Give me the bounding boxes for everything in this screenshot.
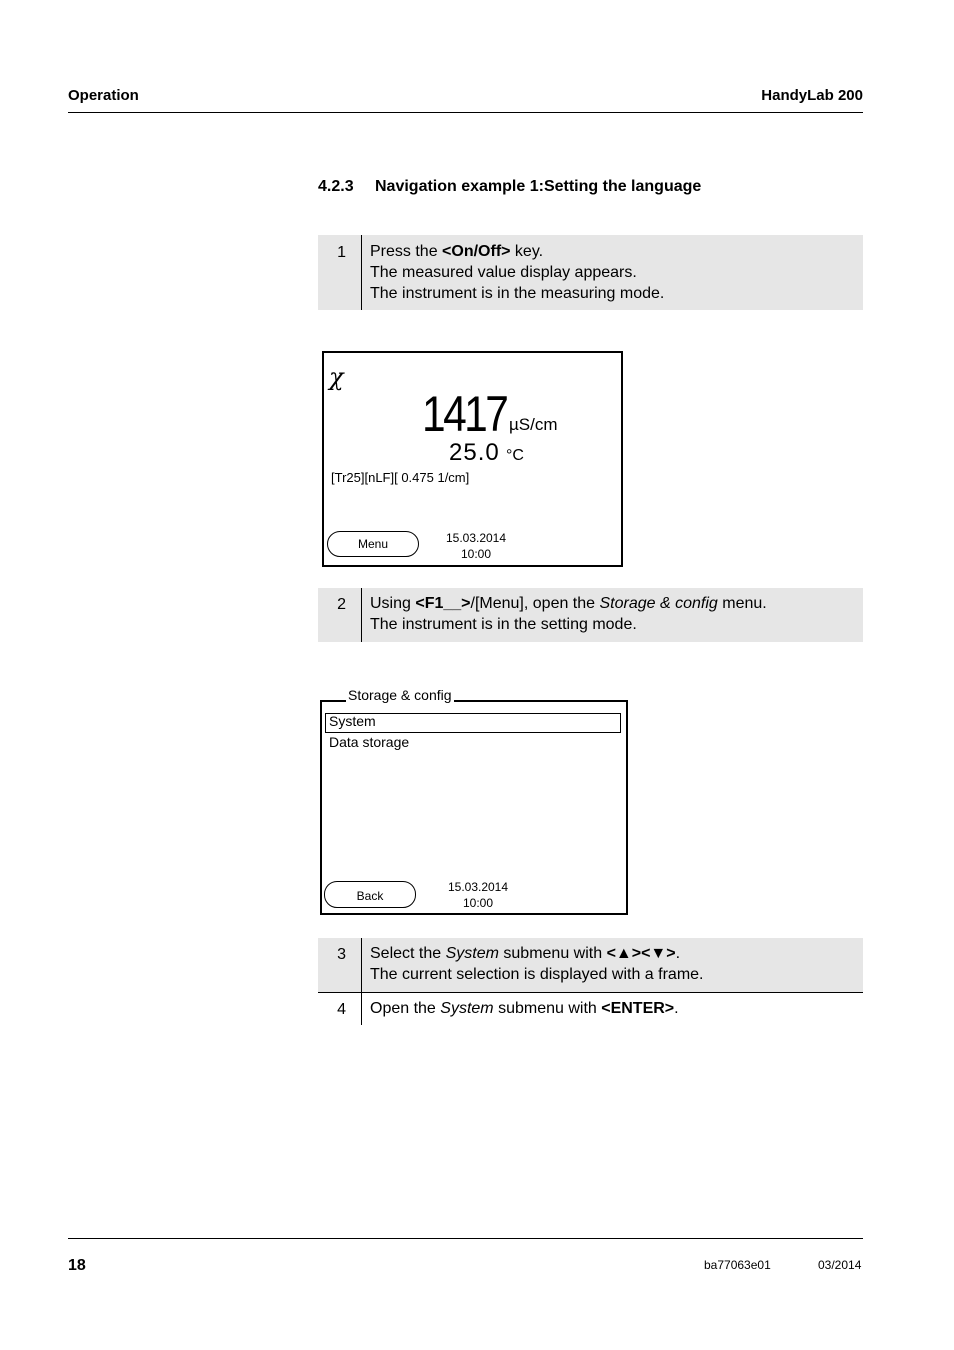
menu-item-system[interactable]: System (329, 713, 376, 729)
measurement-display (322, 351, 623, 567)
display-time: 10:00 (460, 547, 492, 561)
page-number: 18 (68, 1257, 86, 1274)
step-3 (318, 938, 863, 992)
step-text-line: The instrument is in the measuring mode. (370, 285, 665, 302)
menu-title-line-right (491, 700, 626, 701)
footer-rule (68, 1238, 863, 1239)
step-number: 2 (337, 596, 346, 613)
section-number: 4.2.3 (318, 178, 354, 195)
menu-title-line-left (322, 700, 341, 701)
display-date: 15.03.2014 (445, 531, 507, 545)
menu-display (320, 700, 628, 915)
document-id: ba77063e01 (704, 1258, 771, 1272)
step-text-line: The instrument is in the setting mode. (370, 616, 637, 633)
temperature-unit: °C (506, 447, 524, 464)
section-title: Navigation example 1:Setting the language (375, 178, 702, 195)
key-f1: <F1__> (415, 595, 471, 612)
key-up-down: <▲><▼> (606, 945, 676, 962)
step-number: 3 (337, 946, 346, 963)
step-text-line: Open the System submenu with <ENTER>. (370, 1000, 679, 1017)
menu-item-data-storage[interactable]: Data storage (329, 734, 410, 750)
step-2 (318, 588, 863, 642)
display-datetime (438, 879, 518, 911)
step-divider (361, 588, 362, 642)
step-1 (318, 235, 863, 310)
display-date: 15.03.2014 (447, 880, 509, 894)
header-product-name: HandyLab 200 (761, 87, 863, 104)
step-text-line: The measured value display appears. (370, 264, 637, 281)
step-divider (361, 235, 362, 310)
header-section-label: Operation (68, 87, 139, 104)
section-heading (318, 178, 701, 196)
back-softkey[interactable]: Back (324, 881, 416, 908)
display-datetime (436, 530, 516, 562)
key-enter: <ENTER> (601, 1000, 675, 1017)
temperature-value: 25.0 (449, 439, 500, 466)
step-text-line: Using <F1__>/[Menu], open the Storage & config menu. (370, 595, 767, 612)
step-divider (361, 993, 362, 1025)
menu-softkey[interactable]: Menu (327, 531, 419, 557)
step-number: 4 (337, 1001, 346, 1018)
step-text-line: The current selection is displayed with a frame. (370, 966, 704, 983)
step-number: 1 (337, 244, 346, 261)
step-text-line: Press the <On/Off> key. (370, 243, 544, 260)
step-divider (361, 938, 362, 992)
measurement-parameters: [Tr25][nLF][ 0.475 1/cm] (331, 470, 470, 485)
display-time: 10:00 (462, 896, 494, 910)
header-rule (68, 112, 863, 113)
step-text-line: Select the System submenu with <▲><▼>. (370, 945, 681, 962)
measured-value: 1417 (422, 386, 507, 442)
document-date: 03/2014 (818, 1258, 862, 1272)
key-on-off: <On/Off> (442, 243, 511, 260)
measured-unit: µS/cm (509, 415, 558, 434)
conductivity-symbol: χ (329, 363, 344, 391)
step-4 (318, 993, 863, 1025)
menu-title: Storage & config (348, 687, 452, 703)
